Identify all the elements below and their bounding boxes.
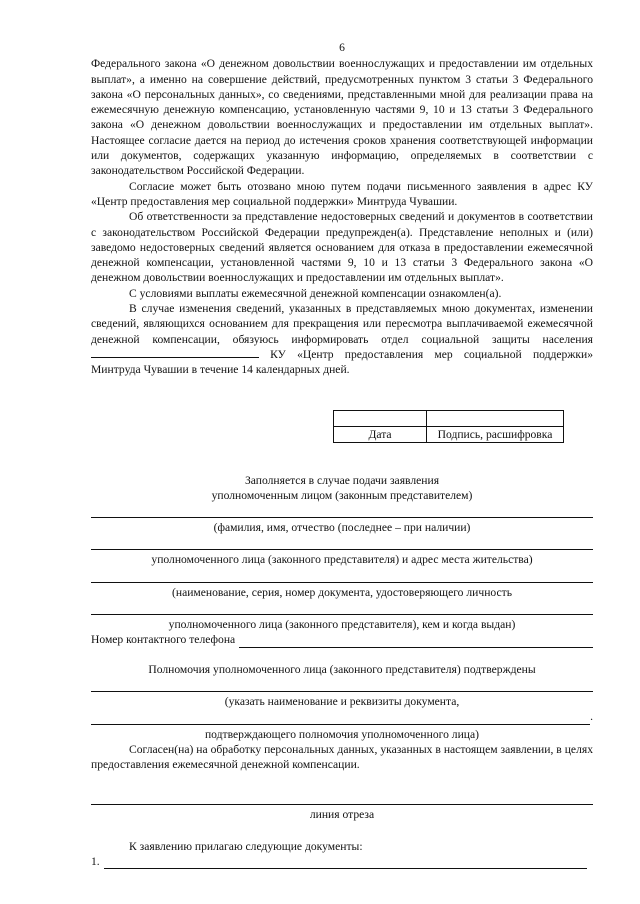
representative-heading-line1: Заполняется в случае подачи заявления (244, 473, 440, 487)
powers-line-2[interactable] (91, 710, 590, 725)
attachments-heading: К заявлению прилагаю следующие документы: (129, 839, 363, 853)
representative-consent: Согласен(на) на обработку персональных данных, указанных в настоящем заявлении, в целях предоставления ежемесячной денежной компенсации. (91, 742, 593, 772)
phone-row (91, 632, 593, 647)
representative-heading-line2: уполномоченным лицом (законным представителем) (211, 488, 473, 502)
powers-line-1[interactable] (91, 677, 593, 692)
attachment-item-1-field[interactable] (104, 856, 587, 869)
paragraph-acknowledgement: С условиями выплаты ежемесячной денежной компенсации ознакомлен(а). (129, 286, 502, 300)
id-issued-caption: уполномоченного лица (законного представителя), кем и когда выдан) (168, 618, 516, 632)
address-line[interactable] (91, 535, 593, 550)
paragraph-responsibility: Об ответственности за представление недостоверных сведений и документов в соответствии с законодательством Российской Федерации предупрежден(а). Представление неполных и (или) заведомо недостоверных сведений является основанием для отказа в предоставлении ежемесячной денежной компенсации, установленной частями 9, 10 и 13 статьи 3 Федерального закона «О денежном довольствии военнослужащих и предоставлении им отдельных выплат». (91, 210, 593, 285)
powers-caption-1: (указать наименование и реквизиты документа, (224, 694, 460, 708)
powers-label: Полномочия уполномоченного лица (законного представителя) подтверждены (148, 662, 536, 676)
fio-line[interactable] (91, 503, 593, 518)
document-page (91, 40, 593, 869)
id-document-caption: (наименование, серия, номер документа, удостоверяющего личность (172, 585, 512, 599)
date-field[interactable] (334, 410, 427, 426)
change-notice-text-start: В случае изменения сведений, указанных в представляемых мною документах, изменении сведений, являющихся основанием для прекращения или пересмотра выплачиваемой ежемесячной денежной компенсации, обязуюсь информировать отдел социальной защиты населения (91, 302, 593, 346)
department-name-field[interactable] (91, 347, 259, 358)
change-notice-text-end: КУ «Центр предоставления мер социальной поддержки» Минтруда Чувашии в течение 14 календарных дней. (91, 347, 593, 377)
paragraph-revocation: Согласие может быть отозвано мною путем подачи письменного заявления в адрес КУ «Центр предоставления мер социальной поддержки» Минтруда Чувашии. (91, 179, 593, 208)
powers-caption-2: подтверждающего полномочия уполномоченного лица) (204, 727, 480, 741)
date-label: Дата (334, 426, 427, 442)
attachment-item-1-number: 1. (91, 854, 100, 868)
signature-field[interactable] (427, 410, 564, 426)
fio-caption: (фамилия, имя, отчество (последнее – при наличии) (213, 521, 471, 535)
cut-line-label: линия отреза (309, 808, 375, 822)
paragraph-change-notice (91, 301, 593, 377)
attachment-item-1 (91, 854, 593, 869)
powers-line-2-row (91, 709, 593, 724)
cut-line (91, 790, 593, 805)
phone-label: Номер контактного телефона (91, 633, 236, 647)
signature-label: Подпись, расшифровка (427, 426, 564, 442)
id-document-line[interactable] (91, 568, 593, 583)
powers-line-2-dot: . (590, 710, 593, 724)
page-number: 6 (339, 41, 345, 54)
signature-table (333, 410, 564, 443)
paragraph-consent-continuation: Федерального закона «О денежном довольствии военнослужащих и предоставлении им отдельных выплат», а именно на совершение действий, предусмотренных пунктом 3 статьи 3 Федерального закона «О персональных данных», со сведениями, представленными мной для реализации права на ежемесячную денежную компенсацию, установленную частями 9, 10 и 13 статьи 3 Федерального закона «О денежном довольствии военнослужащих и предоставлении им отдельных выплат». Настоящее согласие дается на период до истечения сроков хранения соответствующей информации или документов, содержащих указанную информацию, определяемых в соответствии с законодательством Российской Федерации. (91, 57, 593, 178)
phone-field[interactable] (239, 635, 593, 648)
address-caption: уполномоченного лица (законного представителя) и адрес места жительства) (151, 553, 533, 567)
id-issued-line[interactable] (91, 600, 593, 615)
